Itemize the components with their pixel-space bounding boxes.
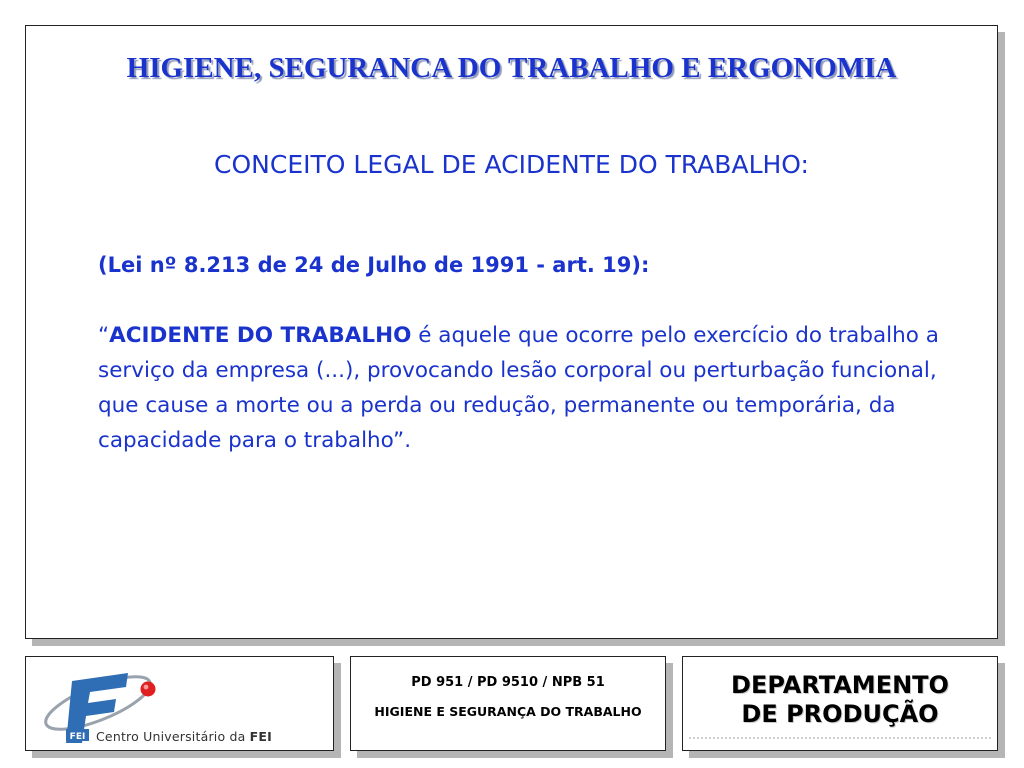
decorative-dotted-line <box>689 737 991 739</box>
logo-caption <box>96 729 272 744</box>
law-reference: (Lei nº 8.213 de 24 de Julho de 1991 - art. 19): <box>98 253 650 277</box>
department-name <box>683 671 997 729</box>
defined-term: ACIDENTE DO TRABALHO <box>109 323 412 348</box>
slide-title: HIGIENE, SEGURANCA DO TRABALHO E ERGONOMIA <box>126 52 897 84</box>
footer-department-panel <box>682 656 998 751</box>
department-line-1: DEPARTAMENTO <box>731 671 949 699</box>
footer-course-panel <box>350 656 666 751</box>
section-title: CONCEITO LEGAL DE ACIDENTE DO TRABALHO: <box>214 150 809 179</box>
definition-paragraph <box>98 318 978 458</box>
definition-text: é aquele que ocorre pelo exercício do trabalho a serviço da empresa (...), provocando lesão corporal ou perturbação funcional, que cause a morte ou a perda ou redução, permanente ou temporária, da capacidade para o trabalho”. <box>98 323 939 453</box>
slide-content-panel <box>25 25 998 639</box>
course-code: PD 951 / PD 9510 / NPB 51 <box>411 675 605 690</box>
department-line-2: DE PRODUÇÃO <box>741 700 939 728</box>
footer-logo-panel <box>25 656 334 751</box>
fei-badge-text: FEI <box>69 732 86 742</box>
course-name: HIGIENE E SEGURANÇA DO TRABALHO <box>374 704 642 719</box>
logo-caption-bold: FEI <box>249 729 272 744</box>
logo-caption-prefix: Centro Universitário da <box>96 729 250 744</box>
open-quote: “ <box>98 323 110 348</box>
